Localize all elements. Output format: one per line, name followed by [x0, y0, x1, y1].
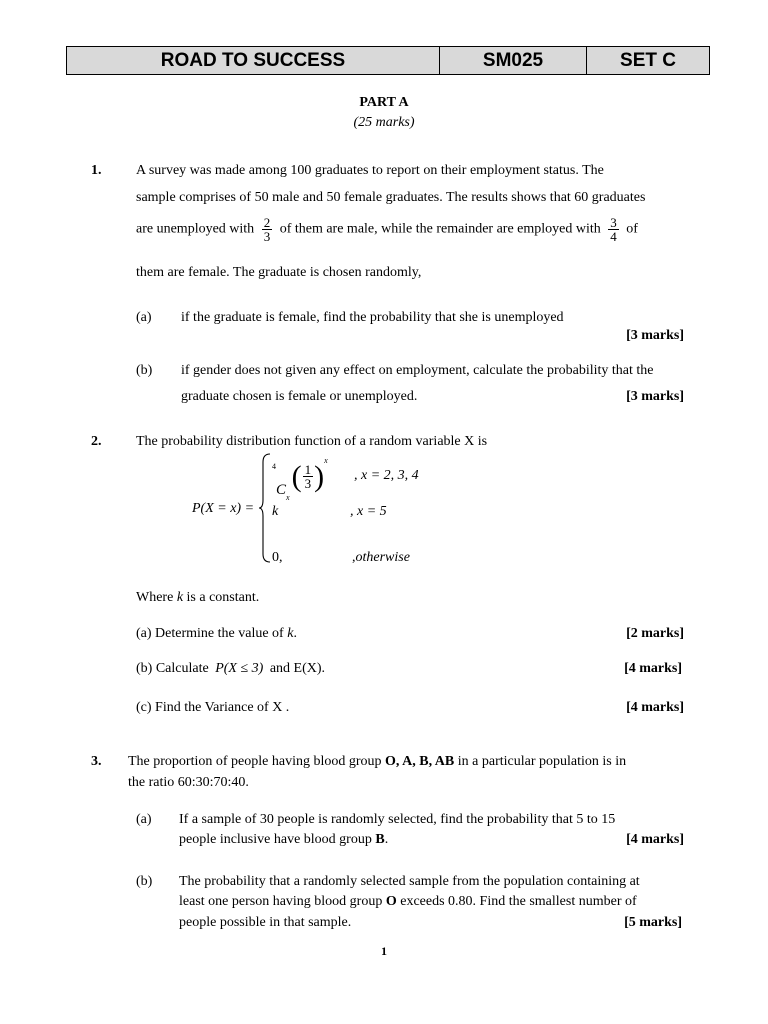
q2-lhs: P(X = x) =	[192, 501, 255, 516]
q3a-text2	[179, 832, 388, 848]
q3b-text2a: least one person having blood group	[179, 894, 383, 909]
q2a-text1: (a) Determine the value of	[136, 626, 284, 641]
q2-number: 2.	[91, 434, 102, 449]
q2-case1-cond: , x = 2, 3, 4	[354, 468, 419, 483]
header-table	[66, 46, 710, 75]
q2-case1-sub: x	[286, 493, 290, 502]
q1-number: 1.	[91, 163, 102, 178]
q1-line2: sample comprises of 50 male and 50 female graduates. The results shows that 60 graduates	[136, 190, 646, 205]
q1a-marks: [3 marks]	[626, 328, 684, 343]
q3a-marks: [4 marks]	[626, 832, 684, 847]
q3b-marks: [5 marks]	[624, 915, 682, 930]
q1-line4: them are female. The graduate is chosen randomly,	[136, 265, 422, 280]
q1a-label: (a)	[136, 310, 152, 325]
q1b-text1: if gender does not given any effect on employment, calculate the probability that the	[181, 363, 654, 378]
q1-line3b: of them are male, while the remainder are employed with	[279, 221, 601, 237]
q2-case1-frac-num: 1	[304, 462, 312, 478]
q2-case3-comma: ,	[352, 550, 356, 565]
q2b-marks: [4 marks]	[624, 661, 682, 676]
q3a-text2c: .	[384, 832, 389, 847]
q3-line1a: The proportion of people having blood group	[128, 754, 382, 769]
q1-fraction-2	[608, 216, 619, 243]
q2-case1-exp: x	[324, 456, 328, 465]
q2-case1-rparen: )	[314, 460, 325, 493]
q3-line1	[128, 754, 626, 770]
header-set: SET C	[587, 47, 710, 75]
q2-where	[136, 590, 259, 606]
q3b-label: (b)	[136, 874, 153, 889]
q2c-text: (c) Find the Variance of X .	[136, 700, 290, 715]
q2a-k: k	[287, 626, 294, 641]
q2-where-k: k	[176, 590, 184, 605]
q2-case3-otherwise: otherwise	[355, 550, 410, 565]
q3-line2: the ratio 60:30:70:40.	[128, 775, 249, 790]
q3b-text3: people possible in that sample.	[179, 915, 352, 930]
q2-case1-sup: 4	[272, 462, 276, 471]
q1b-marks: [3 marks]	[626, 389, 684, 404]
q2-case1-lparen: (	[291, 460, 302, 493]
q3-number: 3.	[91, 754, 102, 769]
q3-line1b: O, A, B, AB	[385, 754, 455, 769]
q3b-text1: The probability that a randomly selected sample from the population containing at	[179, 874, 640, 889]
q2a-text	[136, 626, 297, 642]
q2-case1-c: C	[276, 482, 287, 498]
q2-case2-value: k	[272, 504, 279, 519]
q1-frac1-den: 3	[263, 229, 271, 244]
q2a-text2: .	[293, 626, 297, 641]
header-code: SM025	[440, 47, 587, 75]
q2-case3-cond	[352, 550, 410, 566]
q3-line1c: in a particular population is in	[457, 754, 627, 769]
q2-case1-fraction	[303, 463, 314, 490]
q1-frac2-num: 3	[610, 215, 617, 230]
q2b-text1: (b) Calculate	[136, 661, 209, 676]
q3b-text2c: exceeds 0.80. Find the smallest number of	[400, 894, 637, 909]
q2-case2-cond: , x = 5	[350, 504, 387, 519]
q2b-text	[136, 661, 325, 677]
q1-line3c: of	[626, 221, 638, 237]
part-marks: (25 marks)	[353, 115, 415, 130]
q2-case1-value	[272, 456, 328, 502]
q2b-text2: and E(X).	[269, 661, 326, 676]
q1a-text: if the graduate is female, find the probability that she is unemployed	[181, 310, 564, 325]
q1-line3a: are unemployed with	[136, 221, 255, 237]
q3a-text1: If a sample of 30 people is randomly selected, find the probability that 5 to 15	[179, 812, 616, 827]
left-brace-icon	[258, 452, 272, 564]
q1-line1: A survey was made among 100 graduates to report on their employment status. The	[136, 163, 604, 178]
part-title: PART A	[359, 95, 409, 110]
q3a-label: (a)	[136, 812, 152, 827]
header-title: ROAD TO SUCCESS	[67, 47, 440, 75]
q3a-text2a: people inclusive have blood group	[179, 832, 372, 847]
q2b-math: P(X ≤ 3)	[215, 661, 264, 676]
q2a-marks: [2 marks]	[626, 626, 684, 641]
q1-frac1-num: 2	[263, 215, 271, 230]
q2-case1-frac-den: 3	[304, 476, 312, 492]
q2-intro: The probability distribution function of a random variable X is	[136, 434, 488, 449]
page-number: 1	[381, 944, 387, 958]
q2-case3-value: 0,	[272, 550, 283, 565]
q2c-marks: [4 marks]	[626, 700, 684, 715]
q3b-text2	[179, 894, 637, 910]
q1b-text2: graduate chosen is female or unemployed.	[181, 389, 418, 404]
q1-line3	[136, 216, 638, 243]
q2-where-text2: is a constant.	[186, 590, 260, 605]
q1-fraction-1	[262, 216, 273, 243]
q3b-text2b: O	[385, 894, 397, 909]
q1b-label: (b)	[136, 363, 153, 378]
q3a-text2b: B	[375, 832, 385, 847]
q1-frac2-den: 4	[610, 229, 617, 244]
q2-where-text1: Where	[136, 590, 174, 605]
